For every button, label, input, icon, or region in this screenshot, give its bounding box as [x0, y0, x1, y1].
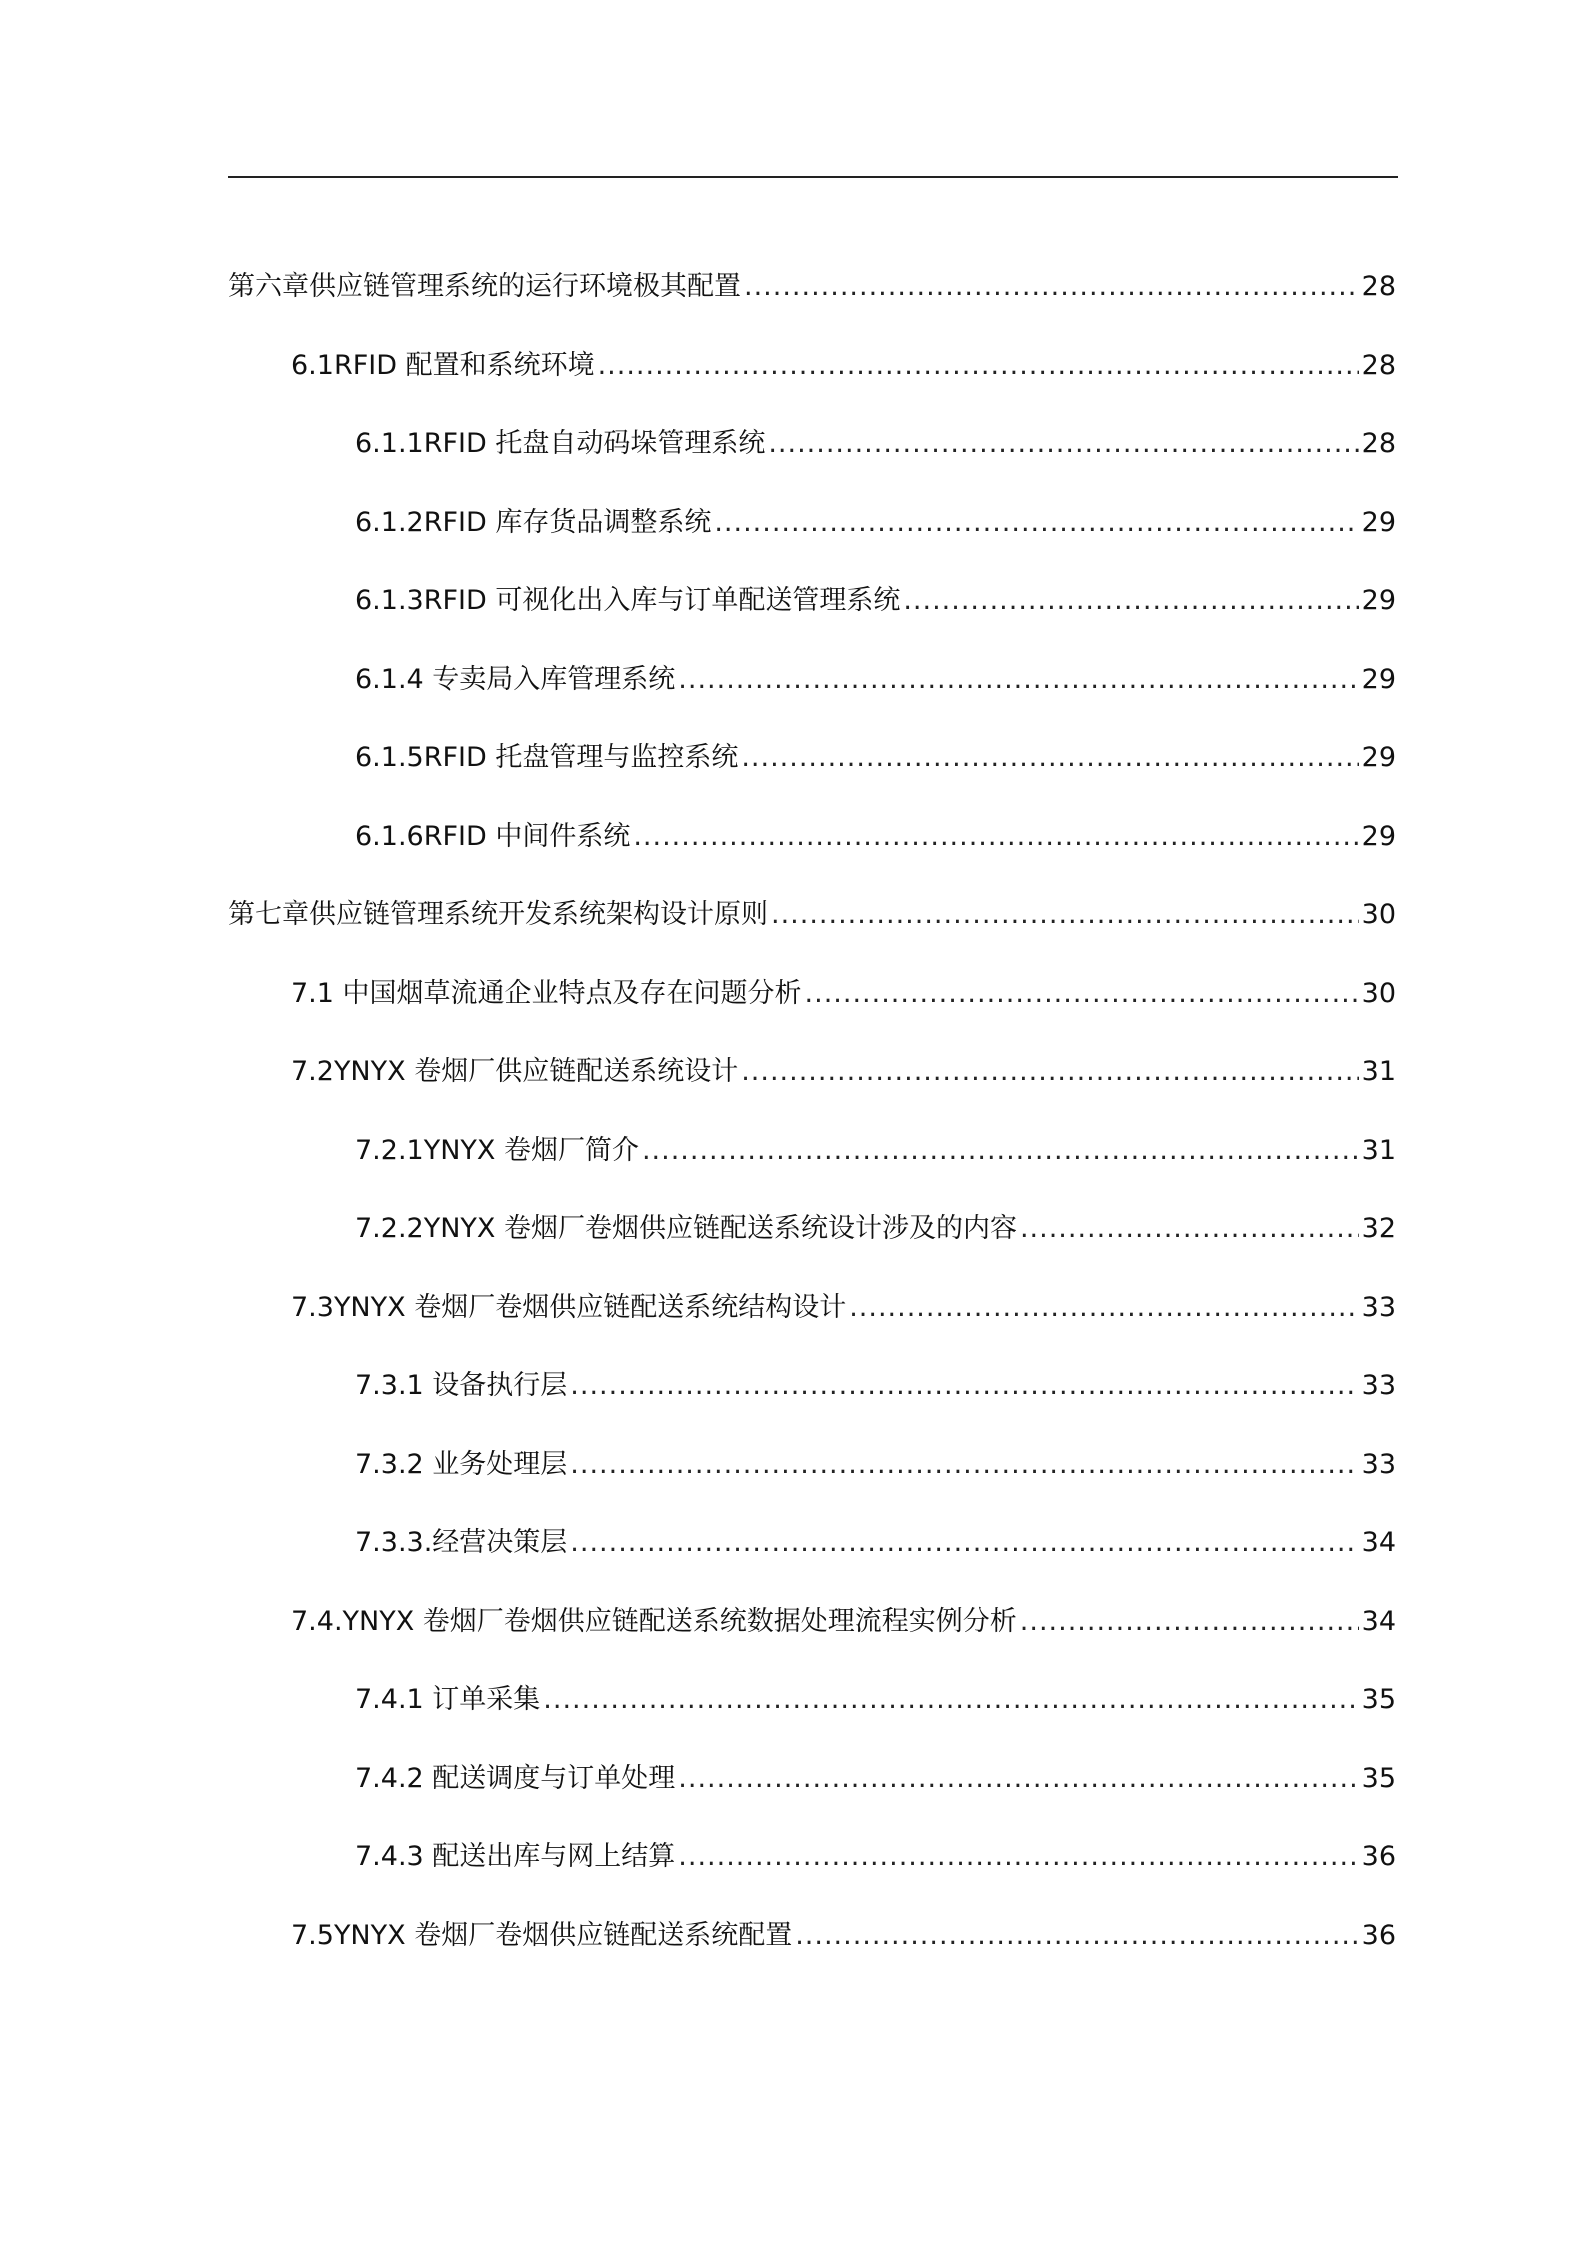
- toc-dot-leader: [805, 972, 1359, 1016]
- toc-entry[interactable]: [291, 1050, 1396, 1094]
- toc-entry-page: 29: [1361, 664, 1396, 695]
- toc-entry-page: 29: [1361, 821, 1396, 852]
- toc-entry-page: 33: [1361, 1449, 1396, 1480]
- toc-entry[interactable]: [291, 1286, 1396, 1330]
- toc-entry-page: 28: [1361, 428, 1396, 459]
- toc-entry-title: 7.2YNYX 卷烟厂供应链配送系统设计: [291, 1056, 739, 1087]
- toc-entry-title: 7.4.YNYX 卷烟厂卷烟供应链配送系统数据处理流程实例分析: [291, 1606, 1017, 1637]
- toc-entry-page: 35: [1361, 1763, 1396, 1794]
- toc-entry[interactable]: [355, 1207, 1396, 1251]
- toc-dot-leader: [714, 501, 1358, 545]
- toc-entry-title: 6.1.3RFID 可视化出入库与订单配送管理系统: [355, 585, 901, 616]
- toc-entry[interactable]: [355, 1129, 1396, 1173]
- toc-entry-title: 7.3.1 设备执行层: [355, 1370, 568, 1401]
- toc-entry[interactable]: [228, 265, 1396, 309]
- toc-entry[interactable]: [355, 1443, 1396, 1487]
- toc-entry[interactable]: [355, 579, 1396, 623]
- toc-entry-title: 7.2.2YNYX 卷烟厂卷烟供应链配送系统设计涉及的内容: [355, 1213, 1017, 1244]
- toc-entry-page: 36: [1361, 1841, 1396, 1872]
- toc-dot-leader: [678, 658, 1358, 702]
- toc-entry-title: 7.4.1 订单采集: [355, 1684, 541, 1715]
- toc-entry-page: 36: [1361, 1920, 1396, 1951]
- toc-entry-title: 7.3.2 业务处理层: [355, 1449, 568, 1480]
- toc-dot-leader: [1020, 1207, 1359, 1251]
- toc-dot-leader: [741, 736, 1358, 780]
- toc-entry[interactable]: [355, 422, 1396, 466]
- toc-entry-title: 第七章供应链管理系统开发系统架构设计原则: [228, 899, 768, 930]
- toc-entry[interactable]: [291, 1600, 1396, 1644]
- toc-entry[interactable]: [355, 1678, 1396, 1722]
- toc-entry-title: 7.5YNYX 卷烟厂卷烟供应链配送系统配置: [291, 1920, 793, 1951]
- toc-entry[interactable]: [355, 658, 1396, 702]
- toc-dot-leader: [849, 1286, 1358, 1330]
- toc-entry-page: 28: [1361, 271, 1396, 302]
- toc-dot-leader: [570, 1364, 1358, 1408]
- toc-dot-leader: [570, 1443, 1358, 1487]
- toc-entry[interactable]: [355, 501, 1396, 545]
- toc-entry-title: 7.3.3.经营决策层: [355, 1527, 568, 1558]
- toc-entry-title: 7.4.3 配送出库与网上结算: [355, 1841, 676, 1872]
- toc-entry-page: 34: [1361, 1527, 1396, 1558]
- toc-dot-leader: [543, 1678, 1358, 1722]
- toc-entry-title: 7.2.1YNYX 卷烟厂简介: [355, 1135, 639, 1166]
- toc-entry-page: 30: [1361, 899, 1396, 930]
- toc-dot-leader: [903, 579, 1358, 623]
- toc-entry-page: 29: [1361, 742, 1396, 773]
- toc-dot-leader: [633, 815, 1358, 859]
- toc-entry-title: 6.1RFID 配置和系统环境: [291, 350, 595, 381]
- toc-entry-page: 31: [1361, 1135, 1396, 1166]
- toc-entry-page: 32: [1361, 1213, 1396, 1244]
- toc-entry-page: 28: [1361, 350, 1396, 381]
- toc-dot-leader: [678, 1835, 1358, 1879]
- toc-entry[interactable]: [355, 1521, 1396, 1565]
- toc-entry[interactable]: [355, 1364, 1396, 1408]
- toc-dot-leader: [744, 265, 1359, 309]
- toc-dot-leader: [642, 1129, 1359, 1173]
- toc-dot-leader: [768, 422, 1358, 466]
- toc-entry-page: 33: [1361, 1370, 1396, 1401]
- toc-entry-page: 31: [1361, 1056, 1396, 1087]
- toc-entry-title: 6.1.2RFID 库存货品调整系统: [355, 507, 712, 538]
- toc-dot-leader: [570, 1521, 1358, 1565]
- toc-entry-title: 6.1.6RFID 中间件系统: [355, 821, 631, 852]
- toc-entry-title: 7.3YNYX 卷烟厂卷烟供应链配送系统结构设计: [291, 1292, 847, 1323]
- toc-entry-title: 6.1.4 专卖局入库管理系统: [355, 664, 676, 695]
- toc-entry-page: 34: [1361, 1606, 1396, 1637]
- toc-entry[interactable]: [291, 344, 1396, 388]
- toc-entry-page: 29: [1361, 507, 1396, 538]
- toc-entry[interactable]: [355, 1757, 1396, 1801]
- toc-dot-leader: [771, 893, 1359, 937]
- toc-entry[interactable]: [355, 736, 1396, 780]
- toc-entry-title: 7.1 中国烟草流通企业特点及存在问题分析: [291, 978, 802, 1009]
- toc-entry-title: 6.1.1RFID 托盘自动码垛管理系统: [355, 428, 766, 459]
- toc-entry-page: 35: [1361, 1684, 1396, 1715]
- toc-entry-page: 33: [1361, 1292, 1396, 1323]
- toc-entry[interactable]: [355, 815, 1396, 859]
- toc-dot-leader: [741, 1050, 1358, 1094]
- toc-entry[interactable]: [291, 1914, 1396, 1958]
- toc-entry-title: 第六章供应链管理系统的运行环境极其配置: [228, 271, 741, 302]
- toc-dot-leader: [795, 1914, 1358, 1958]
- toc-entry-title: 7.4.2 配送调度与订单处理: [355, 1763, 676, 1794]
- toc-dot-leader: [1020, 1600, 1359, 1644]
- toc-entry-page: 30: [1361, 978, 1396, 1009]
- toc-entry-title: 6.1.5RFID 托盘管理与监控系统: [355, 742, 739, 773]
- toc-entry-page: 29: [1361, 585, 1396, 616]
- toc-entry[interactable]: [228, 893, 1396, 937]
- toc-dot-leader: [598, 344, 1359, 388]
- toc-entry[interactable]: [355, 1835, 1396, 1879]
- toc-dot-leader: [678, 1757, 1358, 1801]
- toc-entry[interactable]: [291, 972, 1396, 1016]
